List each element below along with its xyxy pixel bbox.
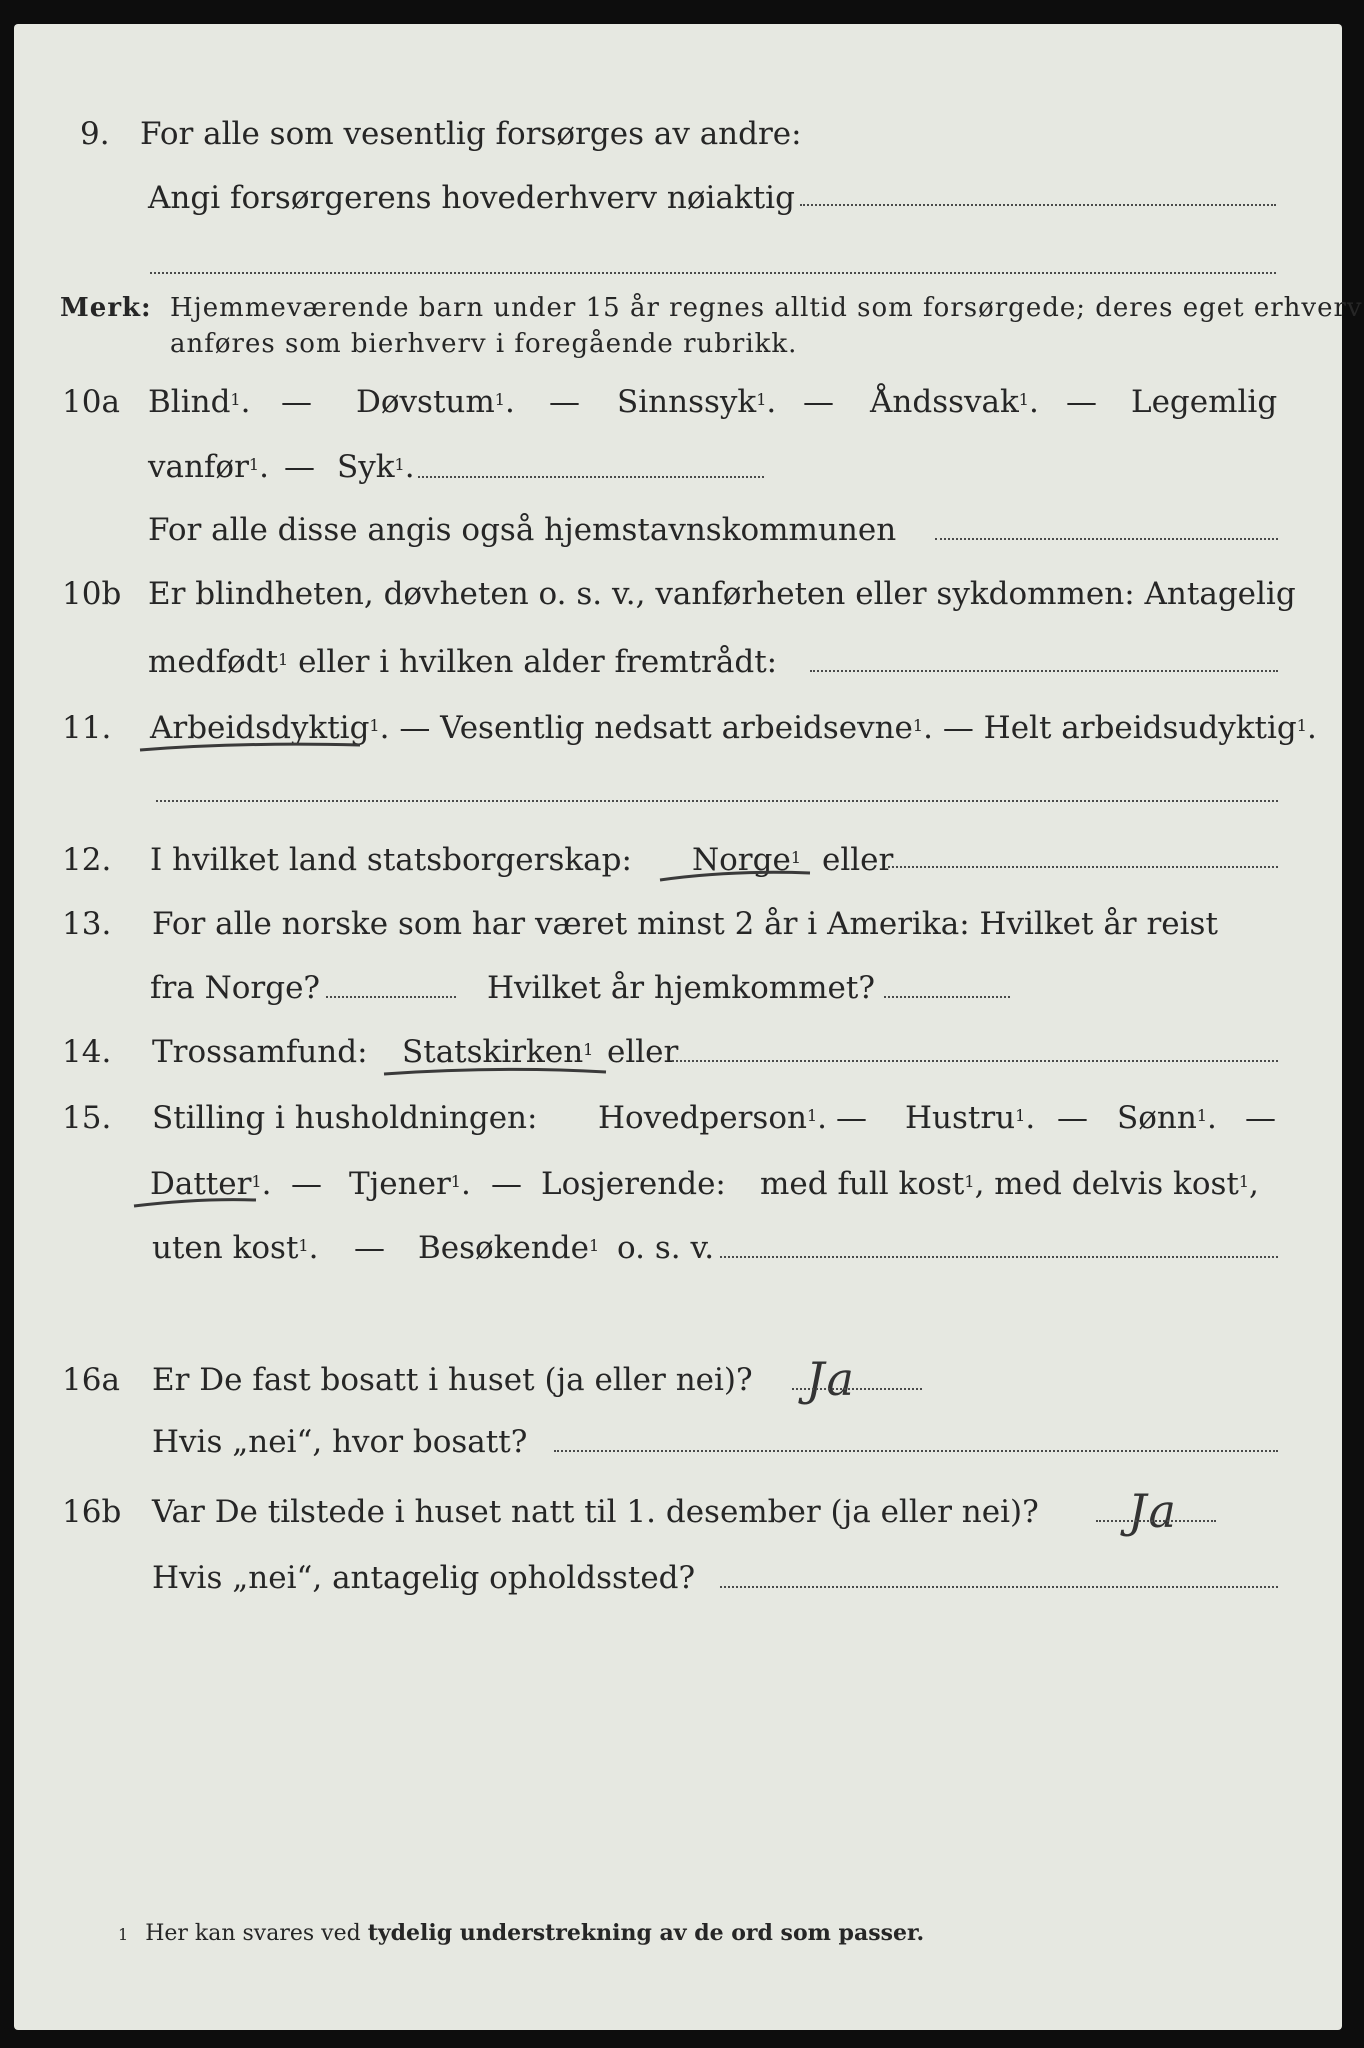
sup-marker: 1 (278, 650, 289, 669)
q10a-andssvak: Åndssvak (870, 384, 1019, 420)
q15-besokende[interactable]: Besøkende (418, 1230, 589, 1266)
footnote-bold-text: tydelig understrekning av de ord som passer. (367, 1920, 925, 1946)
q10a-dovstum: Døvstum (356, 384, 495, 420)
q10a-syk: Syk (337, 449, 395, 485)
sup-marker: 1 (369, 716, 380, 735)
merk-line2: anføres som bierhverv i foregående rubrikk. (170, 329, 798, 359)
q10b-medfodt: medfødt (148, 644, 279, 680)
q10a-number: 10a (62, 384, 120, 420)
q15-text: Stilling i husholdningen: (152, 1100, 538, 1136)
q13-fra-norge: fra Norge? (150, 970, 321, 1006)
q15-tjener[interactable]: Tjener (349, 1166, 451, 1202)
q10a-blind: Blind (148, 384, 231, 420)
sup-marker: 1 (806, 1106, 818, 1125)
q10b-alder-text: eller i hvilken alder fremtrådt: (298, 644, 778, 680)
underline-datter (134, 1200, 256, 1206)
sup-marker: 1 (248, 455, 260, 474)
q15-hustru[interactable]: Hustru (905, 1100, 1016, 1136)
underline-norge (660, 872, 810, 880)
q13-hjemkommet: Hvilket år hjemkommet? (487, 970, 875, 1006)
q10a-sinnssyk: Sinnssyk (617, 384, 757, 420)
sup-marker: 1 (494, 390, 505, 409)
sup-marker: 1 (251, 1172, 262, 1191)
sup-marker: 1 (394, 455, 405, 474)
q16b-text: Var De tilstede i huset natt til 1. desember (ja eller nei)? (152, 1494, 1039, 1530)
q16b-hvis-text: Hvis „nei“, antagelig opholdssted? (152, 1560, 696, 1596)
q14-eller: eller (607, 1034, 679, 1070)
q15-med-delvis-kost[interactable]: med delvis kost (994, 1166, 1239, 1202)
sup-marker: 1 (1238, 1172, 1250, 1191)
underline-arbeidsdyktig (140, 744, 360, 750)
q16a-hvis-text: Hvis „nei“, hvor bosatt? (152, 1424, 528, 1460)
q15-osv: o. s. v. (617, 1230, 715, 1266)
footnote (118, 1918, 924, 1950)
q14-statskirken[interactable]: Statskirken (402, 1034, 584, 1070)
q16a-text: Er De fast bosatt i huset (ja eller nei)? (152, 1362, 753, 1398)
q11-vesentlig[interactable]: Vesentlig nedsatt arbeidsevne (440, 710, 913, 746)
footnote-mark: 1 (118, 1925, 129, 1944)
underline-statskirken (384, 1069, 606, 1074)
merk-line1: Hjemmeværende barn under 15 år regnes alltid som forsørgede; deres eget erhverv (170, 293, 1363, 323)
q16b-number: 16b (62, 1494, 122, 1530)
sup-marker: 1 (588, 1236, 600, 1255)
q13-text: For alle norske som har været minst 2 år i Amerika: Hvilket år reist (152, 906, 1218, 942)
q12-text: I hvilket land statsborgerskap: (150, 842, 632, 878)
q15-hovedperson[interactable]: Hovedperson (598, 1100, 807, 1136)
footnote-text: Her kan svares ved (145, 1921, 361, 1946)
sup-marker: 1 (1196, 1106, 1208, 1125)
sup-marker: 1 (790, 848, 801, 867)
sup-marker: 1 (230, 390, 241, 409)
q15-datter[interactable]: Datter (150, 1166, 252, 1202)
q15-uten-kost[interactable]: uten kost (152, 1230, 299, 1266)
sup-marker: 1 (298, 1236, 309, 1255)
q16a-number: 16a (62, 1362, 120, 1398)
sup-marker: 1 (1015, 1106, 1026, 1125)
q9-subtext: Angi forsørgerens hovederhverv nøiaktig (148, 180, 795, 216)
q10a-hjemstavn-text: For alle disse angis også hjemstavnskommunen (148, 512, 897, 548)
q15-losjerende: Losjerende: (541, 1166, 726, 1202)
q11-helt[interactable]: Helt arbeidsudyktig (983, 710, 1297, 746)
sup-marker: 1 (912, 716, 924, 735)
q12-number: 12. (62, 842, 112, 878)
merk-label: Merk: (60, 293, 152, 323)
sup-marker: 1 (756, 390, 767, 409)
q12-norge[interactable]: Norge (692, 842, 791, 878)
q9-number: 9. (80, 116, 110, 152)
q10b-text: Er blindheten, døvheten o. s. v., vanførheten eller sykdommen: Antagelig (148, 576, 1296, 612)
sup-marker: 1 (450, 1172, 461, 1191)
sup-marker: 1 (583, 1040, 594, 1059)
q10a-legemlig: Legemlig (1131, 384, 1278, 420)
q10b-number: 10b (62, 576, 122, 612)
q16a-answer[interactable]: Ja (806, 1352, 856, 1406)
q9-text: For alle som vesentlig forsørges av andre: (140, 116, 802, 152)
sup-marker: 1 (1296, 716, 1307, 735)
sup-marker: 1 (964, 1172, 975, 1191)
q12-eller: eller (822, 842, 894, 878)
q14-number: 14. (62, 1034, 112, 1070)
q15-sonn[interactable]: Sønn (1117, 1100, 1197, 1136)
q15-med-full-kost[interactable]: med full kost (760, 1166, 965, 1202)
q11-number: 11. (62, 710, 112, 746)
q10a-vanfor: vanfør (148, 449, 249, 485)
q15-number: 15. (62, 1100, 112, 1136)
q13-number: 13. (62, 906, 112, 942)
q14-text: Trossamfund: (152, 1034, 368, 1070)
sup-marker: 1 (1018, 390, 1029, 409)
q16b-answer[interactable]: Ja (1128, 1484, 1178, 1538)
q11-arbeidsdyktig[interactable]: Arbeidsdyktig (150, 710, 370, 746)
